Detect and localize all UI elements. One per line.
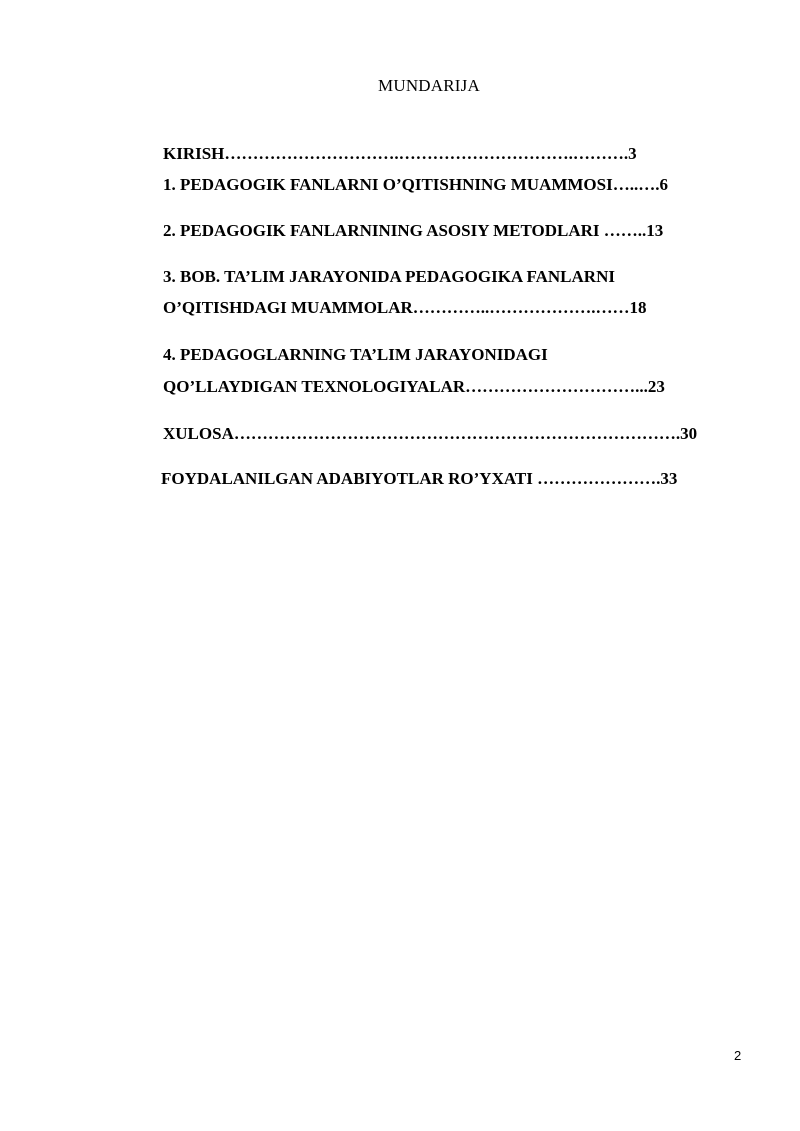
toc-entry-adabiyotlar: FOYDALANILGAN ADABIYOTLAR RO’YXATI ………………….33 xyxy=(161,469,678,488)
toc-entry-1: 1. PEDAGOGIK FANLARNI O’QITISHNING MUAMMOSI…..….6 xyxy=(163,175,668,194)
toc-entry-3-line-2: O’QITISHDAGI MUAMMOLAR…………..……………….……18 xyxy=(163,298,647,317)
toc-entry-kirish: KIRISH………………………….………………………….……….3 xyxy=(163,144,637,163)
toc-entry-2: 2. PEDAGOGIK FANLARNINING ASOSIY METODLARI ……..13 xyxy=(163,221,664,240)
page-number: 2 xyxy=(734,1048,742,1063)
page-title: MUNDARIJA xyxy=(378,76,480,95)
toc-entry-xulosa: XULOSA…………………………………………………………………….30 xyxy=(163,424,698,443)
toc-entry-4-line-1: 4. PEDAGOGLARNING TA’LIM JARAYONIDAGI xyxy=(163,345,548,364)
toc-entry-4-line-2: QO’LLAYDIGAN TEXNOLOGIYALAR…………………………...23 xyxy=(163,377,665,396)
toc-entry-3-line-1: 3. BOB. TA’LIM JARAYONIDA PEDAGOGIKA FANLARNI xyxy=(163,267,615,286)
